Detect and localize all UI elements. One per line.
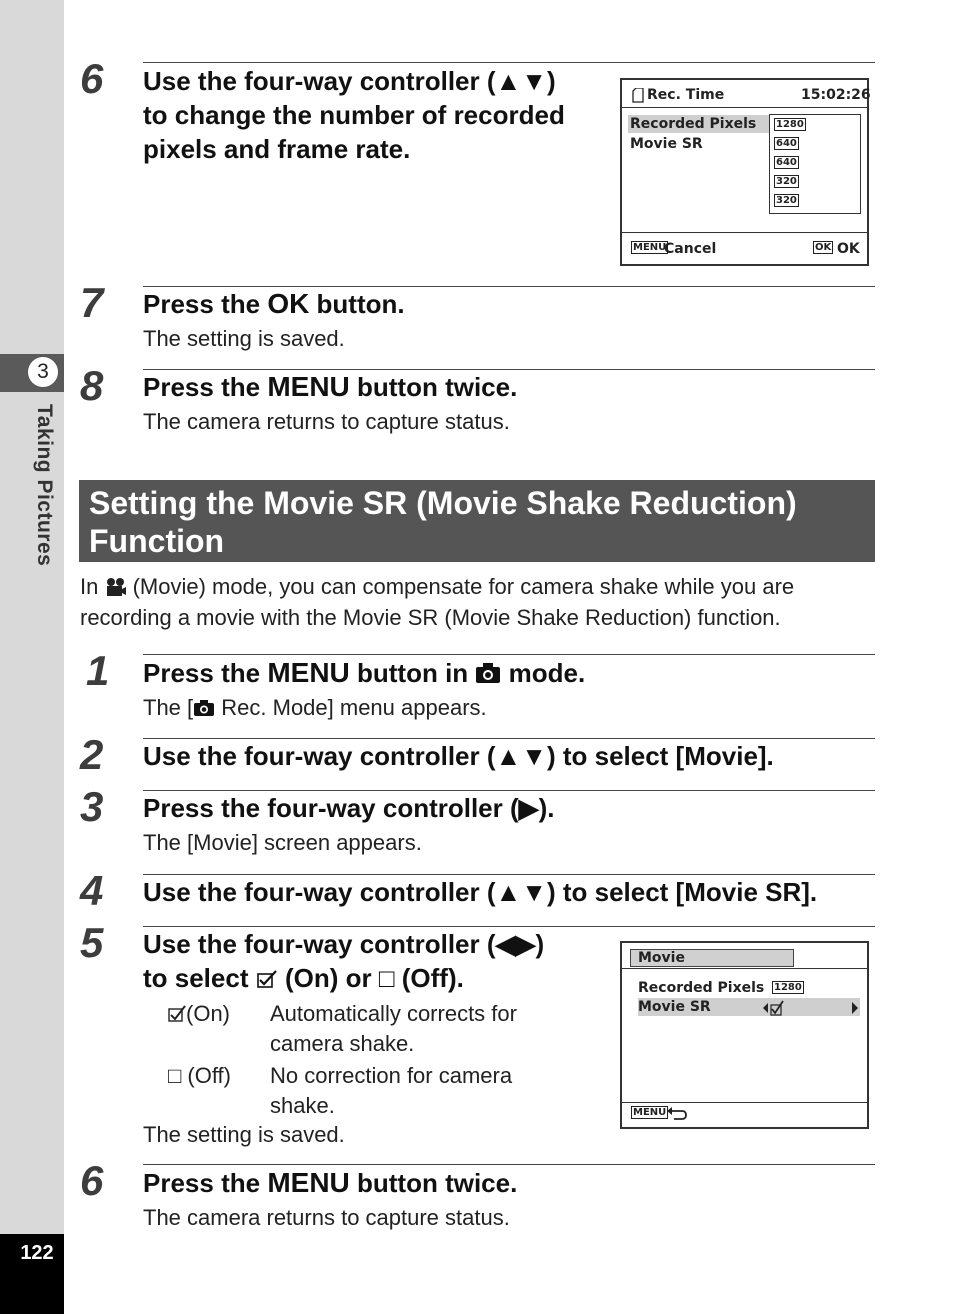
heading-text: to select [143, 963, 249, 993]
heading-text: (On) or □ (Off). [284, 963, 464, 993]
camera-screen-rec-pixels [620, 78, 869, 266]
intro-text: (Movie) mode, you can compensate for camera shake while you are [132, 574, 795, 599]
heading-text: button twice. [357, 1168, 518, 1198]
menu-item-recorded-pixels[interactable]: Recorded Pixels [630, 116, 757, 132]
heading-text: button in [357, 658, 469, 688]
option-label-text: (On) [186, 1001, 230, 1026]
menu-button-icon: MENU [633, 1107, 667, 1118]
step-heading [143, 64, 565, 166]
ok-button-icon: OK [815, 242, 832, 253]
step-number: 1 [86, 647, 110, 694]
heading-text: button. [316, 289, 405, 319]
ok-label[interactable]: OK [837, 241, 860, 257]
camera-icon [475, 662, 501, 684]
pixel-option[interactable]: 320 [776, 176, 797, 187]
ok-key-label: OK [267, 288, 310, 319]
pixel-setting-icon: 1280 [774, 982, 802, 993]
step-number: 7 [80, 279, 104, 326]
step-divider [143, 62, 875, 63]
heading-text: mode. [508, 658, 586, 688]
step-heading [143, 287, 405, 321]
section-title [79, 480, 875, 562]
intro-text: recording a movie with the Movie SR (Movie Shake Reduction) function. [80, 605, 781, 630]
step-heading-line: Use the four-way controller (◀▶) [143, 929, 545, 959]
option-desc-line: camera shake. [270, 1031, 415, 1056]
pixel-option[interactable]: 640 [776, 157, 797, 168]
menu-item-recorded-pixels[interactable]: Recorded Pixels [638, 980, 765, 996]
step-number: 6 [80, 55, 104, 102]
heading-text: Press the [143, 658, 261, 688]
step-body: The setting is saved. [143, 326, 345, 351]
heading-text: Press the [143, 1168, 261, 1198]
option-desc-on [270, 999, 517, 1059]
rec-time-value: 15:02:26 [801, 87, 871, 103]
section-intro [80, 571, 880, 633]
step-heading-line: Use the four-way controller (▲▼) [143, 66, 556, 96]
step-divider [143, 1164, 875, 1165]
menu-key-label: MENU [267, 1167, 350, 1198]
step-heading [143, 656, 585, 690]
body-text: The [ [143, 695, 194, 720]
option-desc-line: Automatically corrects for [270, 1001, 517, 1026]
menu-key-label: MENU [267, 371, 350, 402]
movie-mode-icon [104, 577, 126, 597]
screen-divider [622, 1102, 867, 1103]
step-heading: Press the four-way controller (▶). [143, 793, 555, 823]
step-heading-line: pixels and frame rate. [143, 134, 411, 164]
screen-divider [622, 232, 867, 233]
page-number: 122 [20, 1242, 54, 1264]
pixel-option[interactable]: 1280 [776, 119, 804, 130]
step-heading-line: to change the number of recorded [143, 100, 565, 130]
chapter-number: 3 [27, 356, 59, 388]
step-body: The [Movie] screen appears. [143, 830, 422, 855]
step-number: 5 [80, 919, 104, 966]
step-heading [143, 1166, 517, 1200]
step-number: 4 [80, 867, 104, 914]
screen-divider [622, 968, 867, 969]
option-label-off: □ (Off) [168, 1063, 231, 1088]
step-heading: Use the four-way controller (▲▼) to select [Movie SR]. [143, 877, 818, 907]
step-body: The camera returns to capture status. [143, 409, 510, 434]
page-number-box [0, 1234, 64, 1314]
step-number: 8 [80, 362, 104, 409]
step-number: 2 [80, 731, 104, 778]
chapter-sidebar [0, 0, 64, 1314]
option-label-on [168, 999, 230, 1029]
step-number: 3 [80, 783, 104, 830]
body-text: Rec. Mode] menu appears. [221, 695, 487, 720]
menu-item-movie-sr[interactable]: Movie SR [638, 999, 711, 1015]
cancel-label[interactable]: Cancel [664, 241, 717, 257]
step-body: The camera returns to capture status. [143, 1205, 510, 1230]
screen-divider [622, 107, 867, 108]
section-title-line: Setting the Movie SR (Movie Shake Reduction) [89, 485, 797, 521]
option-desc-line: shake. [270, 1093, 335, 1118]
intro-text: In [80, 574, 99, 599]
tab-movie-label: Movie [638, 950, 685, 966]
section-title-line: Function [89, 523, 225, 559]
camera-screen-movie [620, 941, 869, 1129]
checkbox-on-icon [256, 969, 278, 989]
movie-sr-on-icon [762, 1000, 788, 1016]
heading-text: Press the [143, 372, 261, 402]
back-arrow-icon[interactable] [666, 1105, 688, 1121]
step-heading: Use the four-way controller (▲▼) to select [Movie]. [143, 741, 774, 771]
step-body: The setting is saved. [143, 1122, 345, 1147]
pixel-option[interactable]: 320 [776, 195, 797, 206]
option-desc-off [270, 1061, 512, 1121]
step-body [143, 694, 487, 722]
menu-key-label: MENU [267, 657, 350, 688]
arrow-right-icon [851, 1001, 859, 1015]
option-desc-line: No correction for camera [270, 1063, 513, 1088]
step-divider [143, 654, 875, 655]
checkbox-on-icon [168, 1005, 186, 1023]
menu-button-icon: MENU [633, 242, 667, 253]
memory-card-icon [632, 88, 644, 103]
step-number: 6 [80, 1157, 104, 1204]
step-heading [143, 927, 544, 995]
camera-icon [193, 699, 215, 717]
heading-text: button twice. [357, 372, 518, 402]
pixel-option[interactable]: 640 [776, 138, 797, 149]
rec-time-label: Rec. Time [647, 87, 725, 103]
heading-text: Press the [143, 289, 261, 319]
menu-item-movie-sr[interactable]: Movie SR [630, 136, 703, 152]
chapter-label: Taking Pictures [33, 404, 56, 567]
step-heading [143, 370, 517, 404]
